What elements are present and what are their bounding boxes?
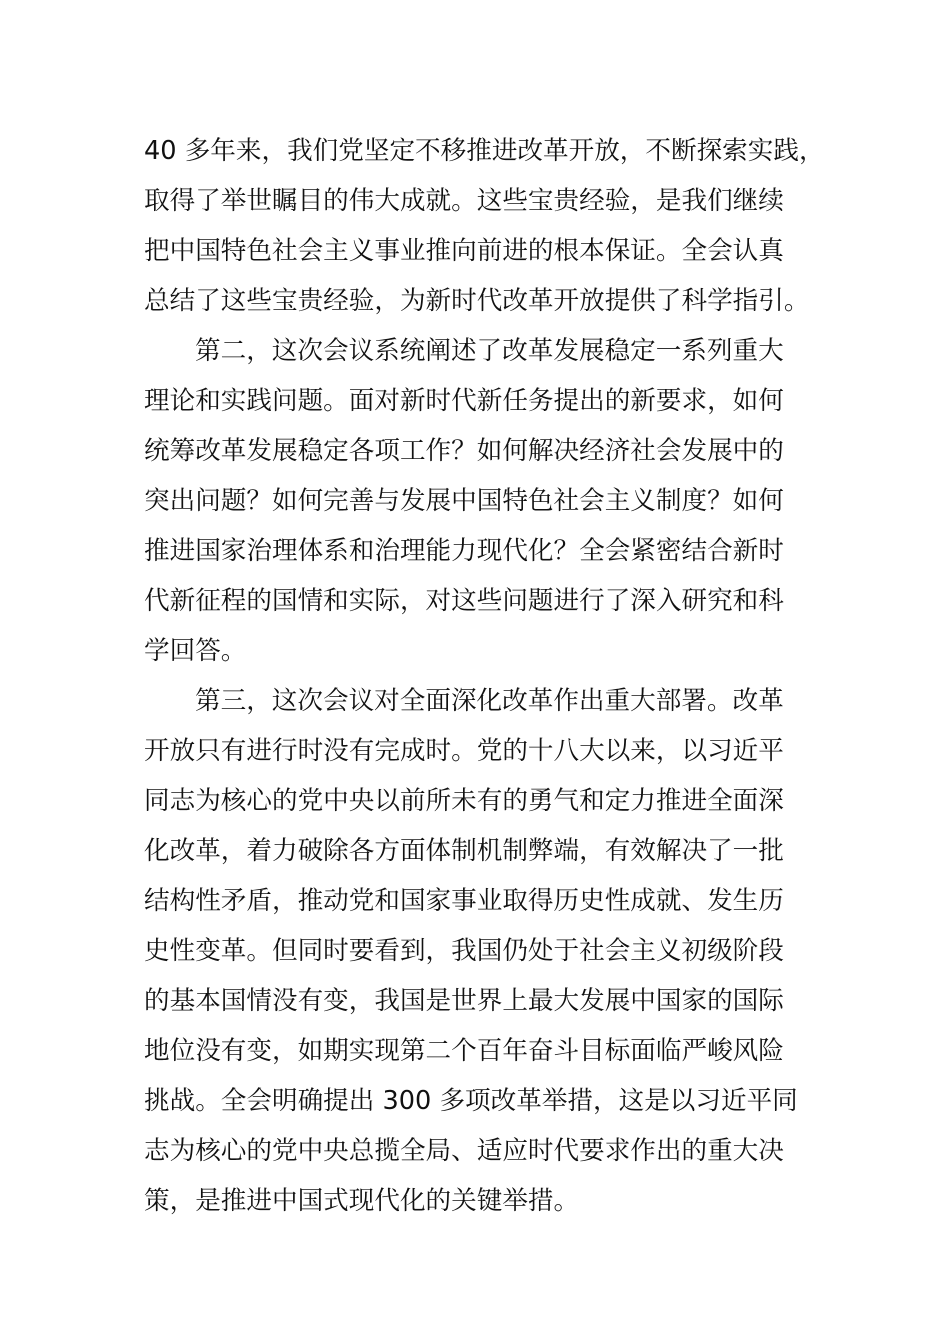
text-line: 突出问题？如何完善与发展中国特色社会主义制度？如何 bbox=[144, 486, 784, 516]
text-line: 学回答。 bbox=[144, 636, 247, 666]
paragraph-start-line: 第二，这次会议系统阐述了改革发展稳定一系列重大 bbox=[195, 336, 784, 366]
text-line: 同志为核心的党中央以前所未有的勇气和定力推进全面深 bbox=[144, 786, 784, 816]
text-line: 地位没有变，如期实现第二个百年奋斗目标面临严峻风险 bbox=[144, 1036, 784, 1066]
text-line: 的基本国情没有变，我国是世界上最大发展中国家的国际 bbox=[144, 986, 784, 1016]
text-line: 结构性矛盾，推动党和国家事业取得历史性成就、发生历 bbox=[144, 886, 784, 916]
text-line: 志为核心的党中央总揽全局、适应时代要求作出的重大决 bbox=[144, 1136, 784, 1166]
text-line: 统筹改革发展稳定各项工作？如何解决经济社会发展中的 bbox=[144, 436, 784, 466]
text-line: 总结了这些宝贵经验，为新时代改革开放提供了科学指引。 bbox=[144, 286, 810, 316]
text-line: 理论和实践问题。面对新时代新任务提出的新要求，如何 bbox=[144, 386, 784, 416]
text-line: 史性变革。但同时要看到，我国仍处于社会主义初级阶段 bbox=[144, 936, 784, 966]
document-body bbox=[144, 126, 844, 1226]
text-line: 挑战。全会明确提出 300 多项改革举措，这是以习近平同 bbox=[144, 1086, 798, 1116]
text-line: 40 多年来，我们党坚定不移推进改革开放，不断探索实践， bbox=[144, 136, 825, 166]
text-line: 开放只有进行时没有完成时。党的十八大以来，以习近平 bbox=[144, 736, 784, 766]
text-line: 推进国家治理体系和治理能力现代化？全会紧密结合新时 bbox=[144, 536, 784, 566]
text-line: 取得了举世瞩目的伟大成就。这些宝贵经验，是我们继续 bbox=[144, 186, 784, 216]
text-line: 化改革，着力破除各方面体制机制弊端，有效解决了一批 bbox=[144, 836, 784, 866]
text-line: 策，是推进中国式现代化的关键举措。 bbox=[144, 1186, 580, 1216]
text-line: 代新征程的国情和实际，对这些问题进行了深入研究和科 bbox=[144, 586, 784, 616]
text-line: 把中国特色社会主义事业推向前进的根本保证。全会认真 bbox=[144, 236, 784, 266]
paragraph-start-line: 第三，这次会议对全面深化改革作出重大部署。改革 bbox=[195, 686, 784, 716]
